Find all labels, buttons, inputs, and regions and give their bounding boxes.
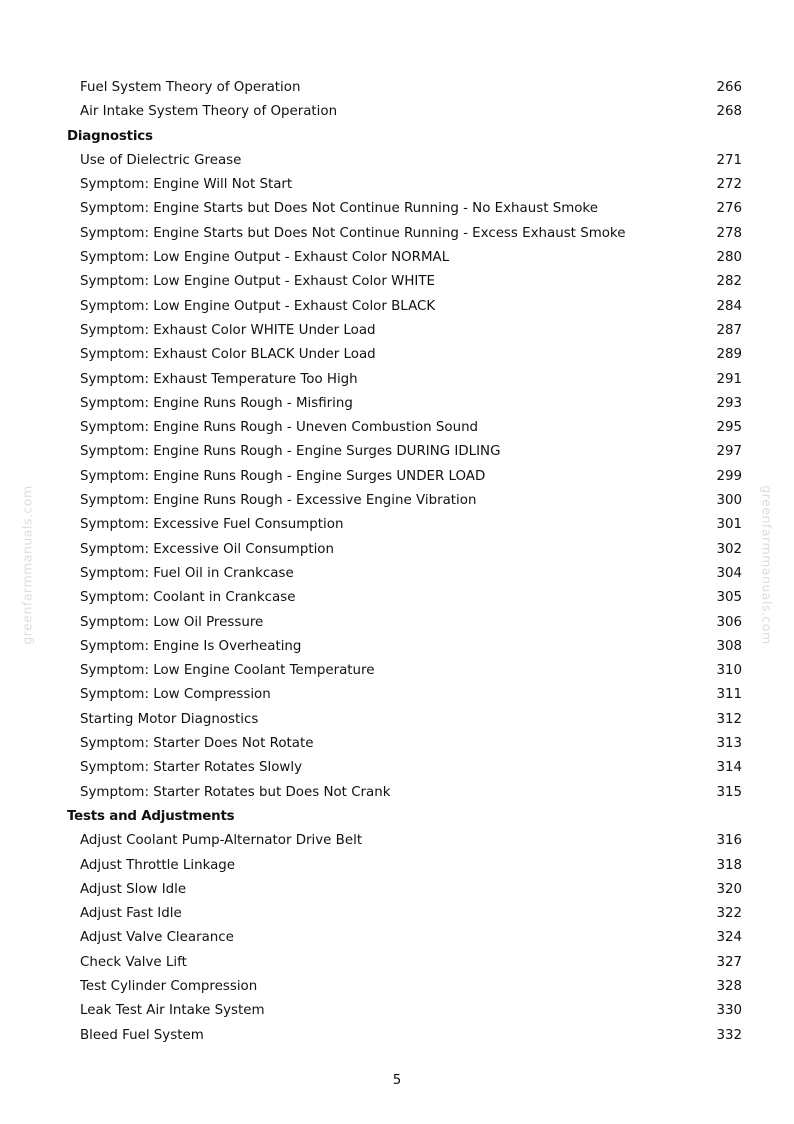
watermark-right: greenfarmmanuals.com <box>759 485 775 645</box>
entry-title: Bleed Fuel System <box>80 1027 204 1043</box>
entry-title: Symptom: Engine Starts but Does Not Continue Running - No Exhaust Smoke <box>80 201 598 217</box>
entry-title: Symptom: Excessive Oil Consumption <box>80 541 334 557</box>
entry-title: Symptom: Low Engine Output - Exhaust Color NORMAL <box>80 250 450 266</box>
entry-title: Symptom: Engine Will Not Start <box>80 177 293 193</box>
toc-entry <box>0 611 794 635</box>
toc-entry <box>0 416 794 440</box>
entry-title: Symptom: Low Oil Pressure <box>80 614 264 630</box>
toc-entry <box>0 513 794 537</box>
entry-title: Air Intake System Theory of Operation <box>80 104 338 120</box>
entry-page-number: 315 <box>716 784 742 800</box>
toc-entry <box>0 76 794 100</box>
entry-page-number: 266 <box>716 80 742 95</box>
toc-entry <box>0 926 794 950</box>
toc-entry <box>0 368 794 392</box>
entry-page-number: 305 <box>716 590 742 606</box>
entry-title: Check Valve Lift <box>80 954 187 970</box>
entry-page-number: 287 <box>716 322 742 338</box>
entry-title: Adjust Fast Idle <box>80 906 182 922</box>
entry-page-number: 318 <box>716 857 742 873</box>
toc-entry <box>0 975 794 999</box>
toc-entry <box>0 781 794 805</box>
entry-page-number: 313 <box>716 736 742 752</box>
entry-page-number: 322 <box>716 906 742 922</box>
toc-entry <box>0 465 794 489</box>
entry-page-number: 278 <box>716 225 742 241</box>
toc-entry <box>0 392 794 416</box>
entry-page-number: 304 <box>716 565 742 581</box>
entry-page-number: 289 <box>716 347 742 363</box>
toc-entry <box>0 732 794 756</box>
entry-page-number: 332 <box>716 1027 742 1043</box>
entry-title: Symptom: Starter Rotates but Does Not Crank <box>80 784 391 800</box>
entry-title: Fuel System Theory of Operation <box>80 80 301 95</box>
toc-section-heading <box>0 125 794 149</box>
entry-page-number: 272 <box>716 177 742 193</box>
entry-page-number: 302 <box>716 541 742 557</box>
entry-title: Symptom: Low Compression <box>80 687 271 703</box>
entry-title: Adjust Throttle Linkage <box>80 857 236 873</box>
section-title: Tests and Adjustments <box>67 808 235 824</box>
toc-entry <box>0 270 794 294</box>
entry-title: Symptom: Engine Starts but Does Not Continue Running - Excess Exhaust Smoke <box>80 225 626 241</box>
entry-page-number: 276 <box>716 201 742 217</box>
entry-page-number: 330 <box>716 1003 742 1019</box>
entry-page-number: 284 <box>716 298 742 314</box>
entry-title: Symptom: Engine Runs Rough - Engine Surges DURING IDLING <box>80 444 501 460</box>
entry-page-number: 324 <box>716 930 742 946</box>
entry-page-number: 316 <box>716 833 742 849</box>
toc-entry <box>0 878 794 902</box>
toc-entry <box>0 295 794 319</box>
entry-title: Starting Motor Diagnostics <box>80 711 259 727</box>
toc-entry <box>0 149 794 173</box>
entry-title: Symptom: Engine Runs Rough - Misfiring <box>80 395 353 411</box>
page-number: 5 <box>392 1073 402 1088</box>
entry-title: Adjust Valve Clearance <box>80 930 234 946</box>
entry-title: Symptom: Engine Is Overheating <box>80 638 302 654</box>
toc-entry <box>0 246 794 270</box>
entry-title: Adjust Coolant Pump-Alternator Drive Belt <box>80 833 363 849</box>
toc-entry <box>0 902 794 926</box>
entry-title: Symptom: Fuel Oil in Crankcase <box>80 565 294 581</box>
entry-page-number: 306 <box>716 614 742 630</box>
table-of-contents <box>0 76 794 1048</box>
entry-page-number: 268 <box>716 104 742 120</box>
entry-page-number: 327 <box>716 954 742 970</box>
entry-page-number: 320 <box>716 881 742 897</box>
entry-title: Symptom: Engine Runs Rough - Excessive Engine Vibration <box>80 493 477 509</box>
entry-page-number: 297 <box>716 444 742 460</box>
entry-title: Test Cylinder Compression <box>80 978 258 994</box>
entry-page-number: 311 <box>716 687 742 703</box>
toc-entry <box>0 659 794 683</box>
entry-title: Adjust Slow Idle <box>80 881 187 897</box>
entry-title: Symptom: Exhaust Color BLACK Under Load <box>80 347 376 363</box>
entry-title: Symptom: Coolant in Crankcase <box>80 590 296 606</box>
toc-entry <box>0 635 794 659</box>
entry-title: Use of Dielectric Grease <box>80 152 242 168</box>
toc-entry <box>0 173 794 197</box>
entry-page-number: 291 <box>716 371 742 387</box>
entry-page-number: 328 <box>716 978 742 994</box>
entry-page-number: 293 <box>716 395 742 411</box>
entry-title: Symptom: Excessive Fuel Consumption <box>80 517 344 533</box>
toc-entry <box>0 197 794 221</box>
entry-title: Leak Test Air Intake System <box>80 1003 265 1019</box>
toc-entry <box>0 319 794 343</box>
entry-page-number: 295 <box>716 420 742 436</box>
entry-page-number: 299 <box>716 468 742 484</box>
toc-entry <box>0 683 794 707</box>
entry-title: Symptom: Starter Does Not Rotate <box>80 736 314 752</box>
entry-title: Symptom: Low Engine Output - Exhaust Color WHITE <box>80 274 436 290</box>
entry-page-number: 310 <box>716 663 742 679</box>
entry-page-number: 312 <box>716 711 742 727</box>
entry-page-number: 280 <box>716 250 742 266</box>
toc-entry <box>0 586 794 610</box>
toc-entry <box>0 756 794 780</box>
toc-entry <box>0 829 794 853</box>
toc-entry <box>0 708 794 732</box>
entry-title: Symptom: Exhaust Color WHITE Under Load <box>80 322 376 338</box>
entry-page-number: 301 <box>716 517 742 533</box>
toc-entry <box>0 100 794 124</box>
toc-entry <box>0 440 794 464</box>
entry-page-number: 308 <box>716 638 742 654</box>
watermark-left: greenfarmmanuals.com <box>19 485 35 645</box>
toc-entry <box>0 489 794 513</box>
entry-page-number: 300 <box>716 493 742 509</box>
toc-entry <box>0 999 794 1023</box>
toc-entry <box>0 562 794 586</box>
toc-entry <box>0 951 794 975</box>
entry-page-number: 282 <box>716 274 742 290</box>
entry-page-number: 314 <box>716 760 742 776</box>
toc-entry <box>0 222 794 246</box>
toc-entry <box>0 343 794 367</box>
toc-entry <box>0 854 794 878</box>
entry-page-number: 271 <box>716 152 742 168</box>
toc-section-heading <box>0 805 794 829</box>
entry-title: Symptom: Exhaust Temperature Too High <box>80 371 358 387</box>
entry-title: Symptom: Engine Runs Rough - Engine Surges UNDER LOAD <box>80 468 486 484</box>
toc-entry <box>0 1024 794 1048</box>
entry-title: Symptom: Engine Runs Rough - Uneven Combustion Sound <box>80 420 479 436</box>
section-title: Diagnostics <box>67 128 153 144</box>
entry-title: Symptom: Low Engine Coolant Temperature <box>80 663 375 679</box>
entry-title: Symptom: Starter Rotates Slowly <box>80 760 303 776</box>
entry-title: Symptom: Low Engine Output - Exhaust Color BLACK <box>80 298 436 314</box>
toc-entry <box>0 538 794 562</box>
